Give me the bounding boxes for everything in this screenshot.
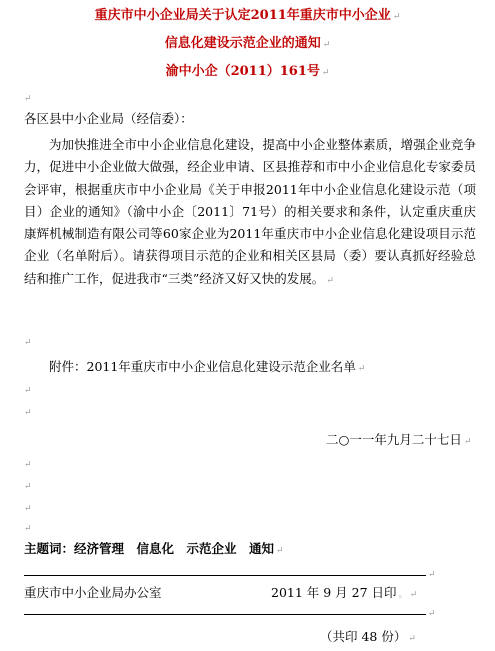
divider-bottom bbox=[24, 614, 426, 615]
body-paragraph: 为加快推进全市中小企业信息化建设，提高中小企业整体素质，增强企业竞争力，促进中小企业做大做强，经企业申请、区县推荐和市中小企业信息化专家委员会评审，根据重庆市中小企业局《关于申报2011年中小企业信息化建设示范（项目）企业的通知》（渝中小企〔2011〕71号）的相关要求和条件，认定重庆重庆康辉机械制造有限公司等60家企业为2011年重庆市中小企业信息化建设项目示范企业（名单附后）。请获得项目示范的企业和相关区县局（委）要认真抓好经验总结和推广工作，促进我市“三类”经济又好又快的发展。 ↵ bbox=[24, 137, 476, 286]
paragraph-mark-icon: ↵ bbox=[463, 437, 472, 447]
paragraph-mark-icon: ↵ bbox=[409, 590, 418, 600]
keywords: 经济管理 信息化 示范企业 通知 bbox=[74, 541, 275, 556]
paragraph-mark-icon: ↵ bbox=[326, 275, 334, 286]
attachment-line: 附件：2011年重庆市中小企业信息化建设示范企业名单 ↵ bbox=[49, 359, 366, 374]
paragraph-mark-icon: ↵ bbox=[428, 570, 436, 580]
keywords-label: 主题词： bbox=[24, 541, 75, 556]
document-number: 渝中小企（2011）161号 ↵ bbox=[165, 64, 330, 79]
paragraph-mark-icon: ↵ bbox=[408, 634, 416, 644]
paragraph-mark-icon: ↵ bbox=[322, 40, 331, 50]
paragraph-mark-icon: ↵ bbox=[24, 338, 32, 348]
title-line-2: 信息化建设示范企业的通知 ↵ bbox=[164, 36, 331, 51]
title-line-1: 重庆市中小企业局关于认定2011年重庆市中小企业 ↵ bbox=[94, 8, 401, 23]
document-date: 二○一一年九月二十七日 ↵ bbox=[326, 432, 472, 447]
paragraph-mark-icon: ↵ bbox=[24, 524, 32, 534]
paragraph-mark-icon: ↵ bbox=[24, 408, 32, 418]
paragraph-mark-icon: ↵ bbox=[276, 546, 284, 556]
keywords-line bbox=[24, 541, 284, 559]
copies-count: （共印 48 份） ↵ bbox=[320, 629, 416, 644]
paragraph-mark-icon: ↵ bbox=[357, 364, 366, 374]
paragraph-mark-icon: ↵ bbox=[24, 504, 32, 514]
paragraph-mark-icon: ↵ bbox=[24, 386, 32, 396]
paragraph-mark-icon: ↵ bbox=[428, 609, 436, 619]
print-date: 2011 年 9 月 27 日印 。 ↵ bbox=[271, 585, 418, 600]
end-mark: 。 bbox=[398, 590, 408, 600]
paragraph-mark-icon: ↵ bbox=[24, 460, 32, 470]
paragraph-mark-icon: ↵ bbox=[321, 68, 330, 78]
paragraph-mark-icon: ↵ bbox=[24, 482, 32, 492]
divider-top bbox=[24, 575, 426, 576]
paragraph-mark-icon: ↵ bbox=[392, 12, 401, 22]
addressee: 各区县中小企业局（经信委）： bbox=[24, 111, 193, 126]
issuer: 重庆市中小企业局办公室 bbox=[24, 585, 162, 600]
paragraph-mark-icon: ↵ bbox=[24, 94, 32, 104]
